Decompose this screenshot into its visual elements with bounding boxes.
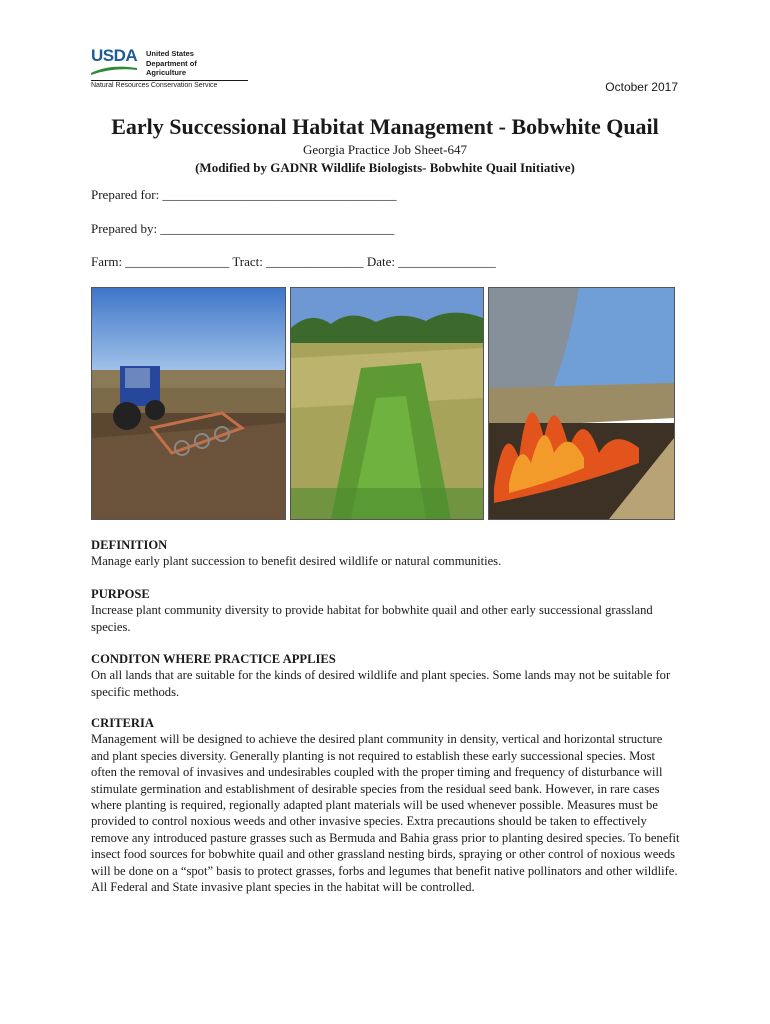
criteria-section [91,715,681,895]
usda-logo [91,46,251,90]
page-subtitle: Georgia Practice Job Sheet-647 [302,142,468,157]
agency-line-2: Department of [146,58,197,68]
purpose-section [91,586,681,635]
tractor-disking-photo [91,287,286,520]
section-heading: CONDITON WHERE PRACTICE APPLIES [91,652,336,666]
usda-acronym: USDA [91,46,138,65]
prepared-for-field[interactable]: Prepared for: ____________________________________ [91,187,397,202]
agency-line-3: Agriculture [146,68,187,77]
section-heading: CRITERIA [91,716,154,730]
prescribed-burn-photo [488,287,675,520]
section-body: Increase plant community diversity to provide habitat for bobwhite quail and other early successional grassland species. [91,603,653,634]
page-title: Early Successional Habitat Management - Bobwhite Quail [111,114,659,139]
section-heading: PURPOSE [91,587,150,601]
section-body: On all lands that are suitable for the kinds of desired wildlife and plant species. Some lands may not be suitable for specific methods. [91,668,671,699]
agency-line-1: United States [146,49,194,58]
section-body: Manage early plant succession to benefit desired wildlife or natural communities. [91,554,502,569]
logo-rule [91,80,248,81]
agency-name [146,49,197,78]
section-body: Management will be designed to achieve the desired plant community in density, vertical and horizontal structure and plant species diversity. Generally planting is not required to establish these early successional species. Most often the removal of invasives and undesirables coupled with the proper timing and frequency of disturbance will stimulate germination and establishment of desirable species from the residual seed bank. However, in rare cases where planting is required, regionally adapted plant materials will be used whenever possible. Measures must be provided to control noxious weeds and other invasive species. Extra precautions should be taken to effectively remove any introduced pasture grasses such as Bermuda and Bahia grass prior to planting desired species. To benefit insect food sources for bobwhite quail and other grassland nesting birds, spraying or other control of noxious weeds will be done on a “spot” basis to protect grasses, forbs and legumes that benefit native pollinators and other wildlife. All Federal and State invasive plant species in the habitat will be controlled. [91,732,680,895]
condition-section [91,651,681,700]
section-heading: DEFINITION [91,538,168,552]
farm-tract-date-field[interactable]: Farm: ________________ Tract: _______________ Date: _______________ [91,254,496,269]
grassland-field-photo [290,287,484,520]
service-name: Natural Resources Conservation Service [91,82,218,89]
definition-section [91,537,681,570]
prepared-by-field[interactable]: Prepared by: ____________________________________ [91,221,395,236]
usda-swoosh-icon [91,65,137,75]
modified-note: (Modified by GADNR Wildlife Biologists- Bobwhite Quail Initiative) [195,160,575,175]
document-date: October 2017 [605,80,678,94]
